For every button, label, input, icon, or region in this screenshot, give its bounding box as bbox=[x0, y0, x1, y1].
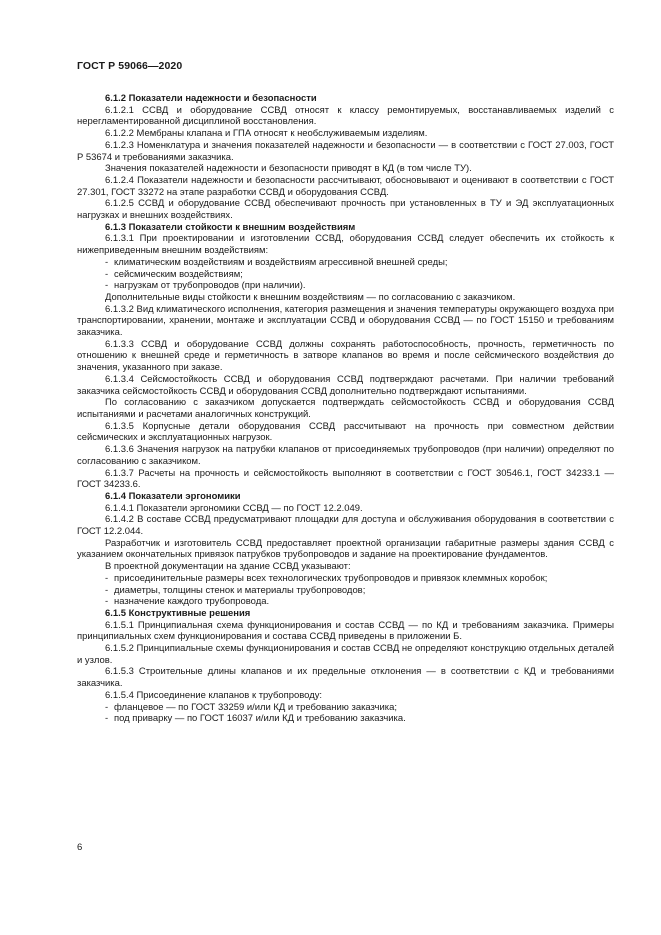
page-number: 6 bbox=[77, 842, 83, 853]
list-item bbox=[77, 702, 614, 714]
list-item-text: климатическим воздействиям и воздействиям агрессивной внешней среды; bbox=[114, 256, 448, 268]
list-item-text: нагрузкам от трубопроводов (при наличии). bbox=[114, 280, 306, 292]
document-header: ГОСТ Р 59066—2020 bbox=[77, 60, 183, 72]
body-paragraph: Значения показателей надежности и безопасности приводят в КД (в том числе ТУ). bbox=[105, 163, 472, 175]
body-paragraph: 6.1.2.5 ССВД и оборудование ССВД обеспечивают прочность при установленных в ТУ и ЭД эксплуатационных нагрузках и внешних воздействиях. bbox=[77, 198, 614, 222]
body-paragraph: 6.1.5.4 Присоединение клапанов к трубопроводу: bbox=[105, 689, 323, 701]
body-paragraph: 6.1.4.2 В составе ССВД предусматривают площадки для доступа и обслуживания оборудования в соответствии с ГОСТ 12.2.044. bbox=[77, 514, 614, 538]
body-paragraph: 6.1.5.1 Принципиальная схема функционирования и состав ССВД — по КД и требованиям заказчика. Примеры принципиальных схем функционирования и состава ССВД приведены в приложении Б. bbox=[77, 619, 614, 643]
body-paragraph: 6.1.3.4 Сейсмостойкость ССВД и оборудования ССВД подтверждают расчетами. При наличии требований заказчика сейсмостойкость ССВД и оборудования ССВД дополнительно подтверждают испытаниями. bbox=[77, 373, 614, 397]
section-heading: 6.1.2 Показатели надежности и безопасности bbox=[105, 93, 317, 104]
list-bullet: - bbox=[105, 256, 109, 268]
list-bullet: - bbox=[105, 584, 109, 596]
list-bullet: - bbox=[105, 268, 109, 280]
body-paragraph: Дополнительные виды стойкости к внешним воздействиям — по согласованию с заказчиком. bbox=[105, 291, 516, 303]
list-item bbox=[77, 573, 614, 585]
list-item-text: сейсмическим воздействиям; bbox=[114, 268, 243, 280]
document-body bbox=[77, 93, 614, 725]
list-item bbox=[77, 713, 614, 725]
body-paragraph: 6.1.2.4 Показатели надежности и безопасности рассчитывают, обосновывают и оценивают в соответствии с ГОСТ 27.301, ГОСТ 33272 на этапе разработки ССВД и оборудования ССВД. bbox=[77, 174, 614, 198]
section-heading: 6.1.4 Показатели эргономики bbox=[105, 490, 241, 502]
body-paragraph: Разработчик и изготовитель ССВД предоставляет проектной организации габаритные размеры здания ССВД с указанием окончательных привязок патрубков трубопроводов и задание на проектирование фундаментов. bbox=[77, 537, 614, 561]
body-paragraph: 6.1.2.2 Мембраны клапана и ГПА относят к необслуживаемым изделиям. bbox=[105, 128, 428, 140]
list-item bbox=[77, 280, 614, 292]
list-bullet: - bbox=[105, 596, 109, 608]
list-item-text: назначение каждого трубопровода. bbox=[114, 596, 270, 608]
body-paragraph: 6.1.3.3 ССВД и оборудование ССВД должны сохранять работоспособность, прочность, герметичность по отношению к внешней среде и герметичность в затворе клапанов во время и после сейсмического воздействия до значения, указанного при заказе. bbox=[77, 338, 614, 374]
list-item-text: диаметры, толщины стенок и материалы трубопроводов; bbox=[114, 584, 366, 596]
body-paragraph: 6.1.2.1 ССВД и оборудование ССВД относят к классу ремонтируемых, восстанавливаемых изделий с нерегламентированной дисциплиной восстановления. bbox=[77, 104, 614, 128]
body-paragraph: 6.1.4.1 Показатели эргономики ССВД — по ГОСТ 12.2.049. bbox=[105, 502, 363, 514]
list-item-text: фланцевое — по ГОСТ 33259 и/или КД и требованию заказчика; bbox=[114, 701, 397, 713]
list-item bbox=[77, 596, 614, 608]
body-paragraph: 6.1.3.2 Вид климатического исполнения, категория размещения и значения температуры окружающего воздуха при транспортировании, хранении, монтаже и эксплуатации ССВД и оборудования ССВД — по ГОСТ 15150 и требованиям заказчика. bbox=[77, 303, 614, 339]
list-bullet: - bbox=[105, 713, 109, 725]
body-paragraph: 6.1.3.1 При проектировании и изготовлении ССВД, оборудования ССВД следует обеспечить их стойкость к нижеприведенным внешним воздействиям: bbox=[77, 233, 614, 257]
list-item bbox=[77, 257, 614, 269]
body-paragraph: 6.1.3.6 Значения нагрузок на патрубки клапанов от присоединяемых трубопроводов (при наличии) определяют по согласованию с заказчиком. bbox=[77, 444, 614, 467]
section-heading: 6.1.3 Показатели стойкости к внешним воздействиям bbox=[105, 221, 356, 233]
list-bullet: - bbox=[105, 572, 109, 584]
list-bullet: - bbox=[105, 701, 109, 713]
list-item-text: присоединительные размеры всех технологических трубопроводов и привязок клеммных коробок; bbox=[114, 572, 548, 584]
body-paragraph: 6.1.5.2 Принципиальные схемы функционирования и состав ССВД не определяют конструкцию отдельных деталей и узлов. bbox=[77, 643, 614, 666]
list-item bbox=[77, 269, 614, 281]
body-paragraph: 6.1.3.7 Расчеты на прочность и сейсмостойкость выполняют в соответствии с ГОСТ 30546.1, ГОСТ 34233.1 — ГОСТ 34233.6. bbox=[77, 467, 614, 491]
body-paragraph: 6.1.2.3 Номенклатура и значения показателей надежности и безопасности — в соответствии с ГОСТ 27.003, ГОСТ Р 53674 и требованиями заказчика. bbox=[77, 139, 614, 163]
list-bullet: - bbox=[105, 280, 109, 292]
body-paragraph: 6.1.3.5 Корпусные детали оборудования ССВД рассчитывают на прочность при совместном действии сейсмических и эксплуатационных нагрузок. bbox=[77, 420, 614, 444]
body-paragraph: По согласованию с заказчиком допускается подтверждать сейсмостойкость ССВД и оборудования ССВД испытаниями и расчетами аналогичных конструкций. bbox=[77, 397, 614, 420]
body-paragraph: 6.1.5.3 Строительные длины клапанов и их предельные отклонения — в соответствии с КД и требованиями заказчика. bbox=[77, 666, 614, 690]
list-item bbox=[77, 585, 614, 597]
body-paragraph: В проектной документации на здание ССВД указывают: bbox=[105, 561, 351, 573]
section-heading: 6.1.5 Конструктивные решения bbox=[105, 607, 251, 619]
list-item-text: под приварку — по ГОСТ 16037 и/или КД и требованию заказчика. bbox=[114, 713, 406, 725]
